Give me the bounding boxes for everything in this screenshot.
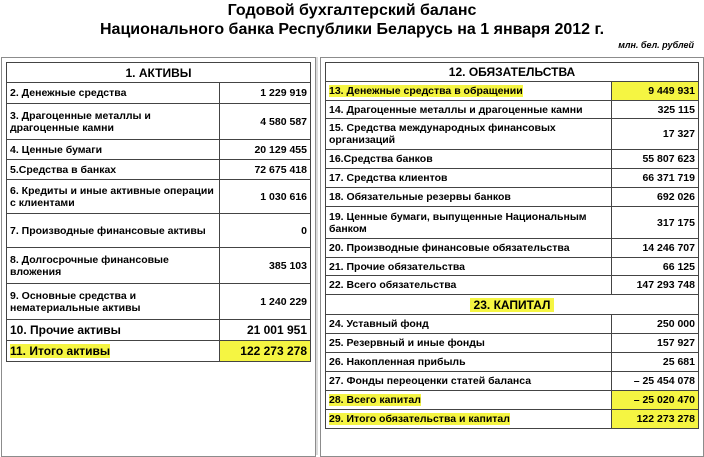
row-label <box>326 391 612 410</box>
table-row <box>7 320 311 341</box>
row-value: 17 327 <box>612 119 699 150</box>
row-label: 7. Производные финансовые активы <box>7 214 220 248</box>
title-line-1: Годовой бухгалтерский баланс <box>227 2 477 19</box>
row-value: 66 125 <box>612 258 699 276</box>
table-row <box>7 284 311 320</box>
row-value: 72 675 418 <box>220 160 311 180</box>
liabilities-heading: 12. ОБЯЗАТЕЛЬСТВА <box>326 63 699 82</box>
assets-heading-row <box>7 63 311 83</box>
table-row <box>7 214 311 248</box>
row-value: 385 103 <box>220 248 311 284</box>
table-row <box>326 169 699 188</box>
row-label: 26. Накопленная прибыль <box>326 353 612 372</box>
capital-heading <box>326 295 699 315</box>
row-label: 4. Ценные бумаги <box>7 140 220 160</box>
row-label: 18. Обязательные резервы банков <box>326 188 612 207</box>
row-value: 25 681 <box>612 353 699 372</box>
title-line-2: Национального банка Республики Беларусь на 1 января 2012 г. <box>99 21 605 38</box>
capital-heading-text: 23. КАПИТАЛ <box>470 298 555 312</box>
row-label: 24. Уставный фонд <box>326 315 612 334</box>
panel-divider <box>316 57 318 455</box>
assets-heading: 1. АКТИВЫ <box>7 63 311 83</box>
row-label <box>326 82 612 101</box>
table-row <box>326 82 699 101</box>
table-row <box>326 334 699 353</box>
table-row <box>7 104 311 140</box>
total-assets-label <box>7 341 220 362</box>
row-value: 157 927 <box>612 334 699 353</box>
total-assets-value: 122 273 278 <box>220 341 311 362</box>
row-label: 22. Всего обязательства <box>326 276 612 295</box>
total-capital-row <box>326 391 699 410</box>
row-value: 1 229 919 <box>220 83 311 104</box>
row-value: 147 293 748 <box>612 276 699 295</box>
row-value: – 25 020 470 <box>612 391 699 410</box>
table-row <box>7 160 311 180</box>
row-label: 15. Средства международных финансовых организаций <box>326 119 612 150</box>
table-row <box>326 353 699 372</box>
row-value: 9 449 931 <box>612 82 699 101</box>
table-row <box>326 276 699 295</box>
row-label: 3. Драгоценные металлы и драгоценные камни <box>7 104 220 140</box>
row-value: 250 000 <box>612 315 699 334</box>
row-label: 17. Средства клиентов <box>326 169 612 188</box>
table-row <box>326 101 699 119</box>
row-label: 9. Основные средства и нематериальные активы <box>7 284 220 320</box>
row-value: 317 175 <box>612 207 699 239</box>
row-value: 66 371 719 <box>612 169 699 188</box>
row-label: 14. Драгоценные металлы и драгоценные камни <box>326 101 612 119</box>
row-label <box>326 410 612 429</box>
assets-panel <box>1 57 316 457</box>
table-row <box>7 180 311 214</box>
row-label: 8. Долгосрочные финансовые вложения <box>7 248 220 284</box>
row-label: 2. Денежные средства <box>7 83 220 104</box>
capital-heading-row <box>326 295 699 315</box>
row-value: 14 246 707 <box>612 239 699 258</box>
assets-table <box>6 62 311 362</box>
row-label-text: 29. Итого обязательства и капитал <box>329 413 510 425</box>
row-value: 21 001 951 <box>220 320 311 341</box>
row-value: 20 129 455 <box>220 140 311 160</box>
row-label: 21. Прочие обязательства <box>326 258 612 276</box>
table-row <box>326 207 699 239</box>
table-row <box>326 258 699 276</box>
row-value: 1 240 229 <box>220 284 311 320</box>
table-row <box>326 119 699 150</box>
table-row <box>326 239 699 258</box>
units-note: млн. бел. рублей <box>618 40 694 50</box>
grand-total-row <box>326 410 699 429</box>
table-row <box>326 188 699 207</box>
row-label: 27. Фонды переоценки статей баланса <box>326 372 612 391</box>
row-value: 55 807 623 <box>612 150 699 169</box>
row-label: 19. Ценные бумаги, выпущенные Национальным банком <box>326 207 612 239</box>
row-value: 122 273 278 <box>612 410 699 429</box>
table-row <box>326 150 699 169</box>
row-label-text: 28. Всего капитал <box>329 394 421 406</box>
row-label: 5.Средства в банках <box>7 160 220 180</box>
row-value: 0 <box>220 214 311 248</box>
table-row <box>326 372 699 391</box>
row-value: 325 115 <box>612 101 699 119</box>
row-value: 1 030 616 <box>220 180 311 214</box>
liabilities-heading-row <box>326 63 699 82</box>
row-value: 4 580 587 <box>220 104 311 140</box>
table-row <box>7 248 311 284</box>
row-label: 20. Производные финансовые обязательства <box>326 239 612 258</box>
row-value: – 25 454 078 <box>612 372 699 391</box>
table-row <box>7 140 311 160</box>
row-label: 25. Резервный и иные фонды <box>326 334 612 353</box>
row-value: 692 026 <box>612 188 699 207</box>
total-assets-label-text: 11. Итого активы <box>10 344 111 358</box>
total-assets-row <box>7 341 311 362</box>
row-label-text: 13. Денежные средства в обращении <box>329 85 523 97</box>
table-row <box>7 83 311 104</box>
row-label: 16.Средства банков <box>326 150 612 169</box>
table-row <box>326 315 699 334</box>
row-label: 10. Прочие активы <box>7 320 220 341</box>
liabilities-table <box>325 62 699 429</box>
liabilities-panel <box>320 57 704 457</box>
row-label: 6. Кредиты и иные активные операции с клиентами <box>7 180 220 214</box>
